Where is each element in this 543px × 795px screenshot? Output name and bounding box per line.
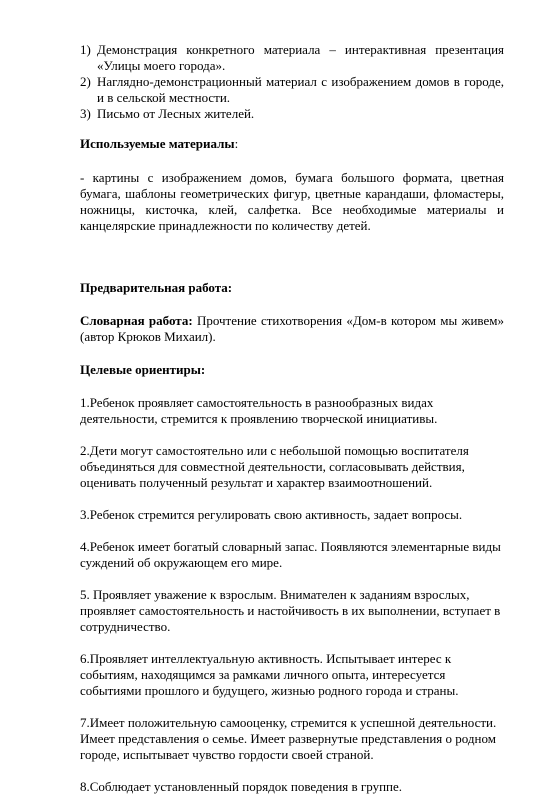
materials-text: - картины с изображением домов, бумага большого формата, цветная бумага, шаблоны геометрических фигур, цветные карандаши, фломастеры, ножницы, кисточка, клей, салфетка. Все необходимые материалы и канцелярские принадлежности по количеству детей. — [80, 170, 504, 233]
target-item-3: 3.Ребенок стремится регулировать свою активность, задает вопросы. — [80, 507, 463, 522]
target-item-1: 1.Ребенок проявляет самостоятельность в разнообразных видах деятельности, стремится к проявлению творческой инициативы. — [80, 395, 438, 426]
list-item-number: 2) — [80, 74, 91, 89]
list-item-number: 3) — [80, 106, 91, 121]
target-item-6: 6.Проявляет интеллектуальную активность. Испытывает интерес к событиям, находящимся за рамками личного опыта, интересуется событиями прошлого и будущего, жизнью родного города и страны. — [80, 651, 459, 698]
list-item-text: Демонстрация конкретного материала – интерактивная презентация «Улицы моего города». — [97, 42, 504, 73]
list-item-text: Письмо от Лесных жителей. — [97, 106, 255, 121]
vocabulary-text: Прочтение стихотворения «Дом-в котором мы живем» (автор Крюков Михаил). — [80, 313, 504, 344]
list-item-text: Наглядно-демонстрационный материал с изображением домов в городе, и в сельской местности. — [97, 74, 504, 105]
target-item-8: 8.Соблюдает установленный порядок поведения в группе. — [80, 779, 402, 794]
target-item-7: 7.Имеет положительную самооценку, стремится к успешной деятельности. Имеет представления о семье. Имеет развернутые представления о родном городе, испытывает чувство гордости своей страной. — [80, 715, 497, 762]
target-item-5: 5. Проявляет уважение к взрослым. Внимателен к заданиям взрослых, проявляет самостоятельность и настойчивость в их выполнении, вступает в сотрудничество. — [80, 587, 501, 634]
materials-heading — [80, 136, 504, 152]
target-item-4: 4.Ребенок имеет богатый словарный запас. Появляются элементарные виды суждений об окружающем его мире. — [80, 539, 501, 570]
list-item — [80, 42, 504, 74]
target-item-2: 2.Дети могут самостоятельно или с небольшой помощью воспитателя объединяться для совместной деятельности, согласовывать действия, оценивать полученный результат и характер взаимоотношений. — [80, 443, 469, 490]
list-item — [80, 74, 504, 106]
list-item — [80, 106, 504, 122]
list-item-number: 1) — [80, 42, 91, 57]
demonstration-list — [80, 42, 504, 122]
vocabulary-paragraph — [80, 313, 504, 345]
materials-heading-colon: : — [234, 136, 239, 151]
preliminary-heading: Предварительная работа: — [80, 280, 233, 295]
targets-heading: Целевые ориентиры: — [80, 362, 206, 377]
document-page — [80, 42, 504, 795]
materials-heading-text: Используемые материалы — [80, 136, 235, 151]
vocabulary-label: Словарная работа: — [80, 313, 193, 328]
